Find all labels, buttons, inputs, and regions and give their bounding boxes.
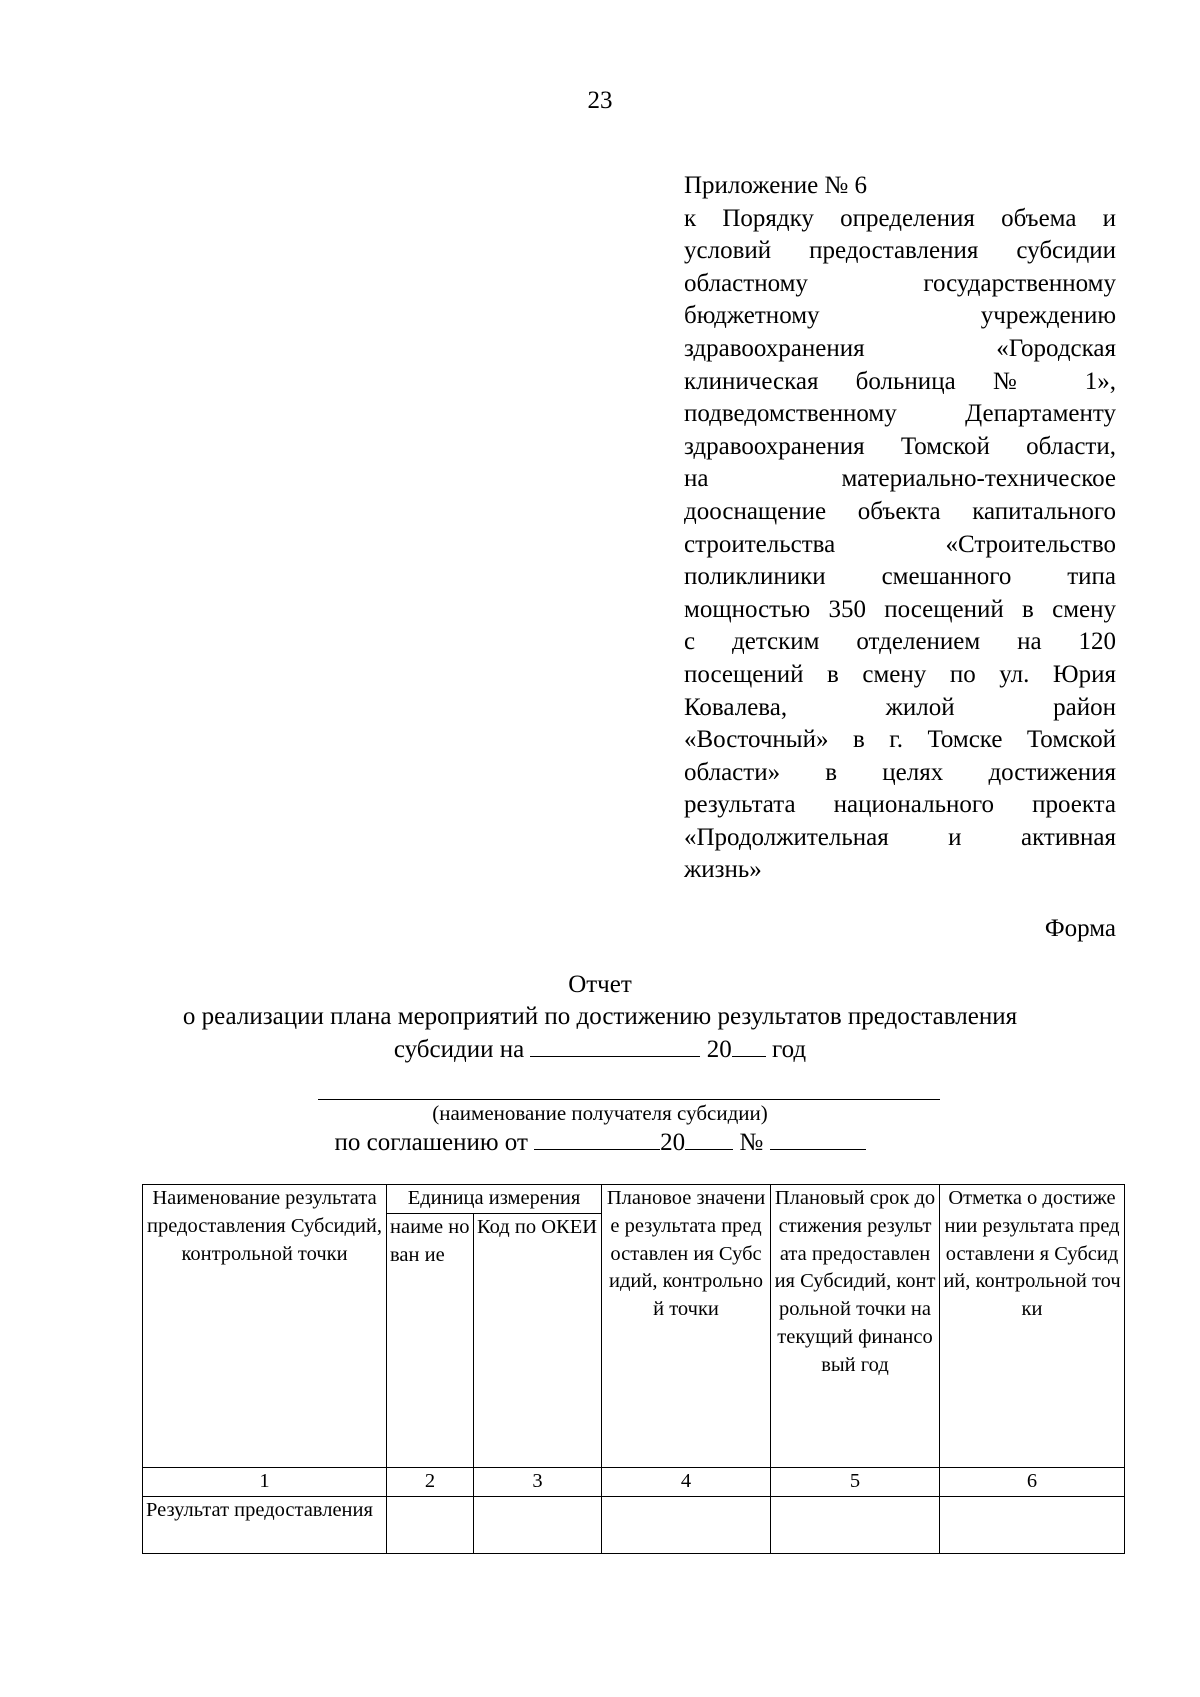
appendix-line: результата национального проекта	[684, 791, 1116, 819]
report-subtitle: о реализации плана мероприятий по достижению результатов предоставления	[182, 1003, 1018, 1030]
appendix-line: посещений в смену по ул. Юрия	[684, 660, 1116, 688]
agreement-number-blank-field[interactable]	[770, 1127, 866, 1150]
agreement-date-blank-field[interactable]	[534, 1127, 660, 1150]
agreement-line	[0, 1127, 1200, 1158]
appendix-line: здравоохранения «Городская	[684, 334, 1116, 362]
appendix-line: жизнь»	[684, 856, 762, 884]
appendix-line: областному государственному	[684, 269, 1116, 297]
appendix-line: строительства «Строительство	[684, 530, 1116, 558]
report-year-mid: 20	[706, 1036, 732, 1063]
appendix-line: мощностью 350 посещений в смену	[684, 595, 1116, 623]
appendix-line: здравоохранения Томской области,	[684, 432, 1116, 460]
header-unit: Единица измерения	[387, 1185, 602, 1214]
appendix-line: области» в целях достижения	[684, 758, 1116, 786]
column-number: 3	[474, 1467, 602, 1496]
report-year-line	[0, 1034, 1200, 1065]
table-header-row	[143, 1185, 1125, 1214]
header-unit-name: наиме нован ие	[387, 1213, 474, 1467]
table-row	[143, 1496, 1125, 1553]
agreement-year-blank-field[interactable]	[685, 1127, 733, 1150]
page-number: 23	[587, 87, 613, 114]
agreement-number-sign: №	[739, 1129, 764, 1156]
column-number: 2	[387, 1467, 474, 1496]
header-result-name: Наименование результата предоставления Субсидий, контрольной точки	[143, 1185, 387, 1468]
appendix-line: дооснащение объекта капитального	[684, 497, 1116, 525]
year-blank-field[interactable]	[530, 1034, 700, 1057]
table-cell[interactable]	[940, 1496, 1125, 1553]
header-planned-date: Плановый срок достижения результата предоставлен ия Субсидий, контрольной точки на текущий финансовый год	[771, 1185, 940, 1468]
recipient-caption: (наименование получателя субсидии)	[432, 1101, 768, 1125]
column-number: 6	[940, 1467, 1125, 1496]
appendix-line: Ковалева, жилой район	[684, 693, 1116, 721]
appendix-block	[684, 170, 1116, 887]
header-unit-okei: Код по ОКЕИ	[474, 1213, 602, 1467]
appendix-line: условий предоставления субсидии	[684, 237, 1116, 265]
column-number-row	[143, 1467, 1125, 1496]
agreement-mid: 20	[660, 1129, 686, 1156]
table-cell[interactable]	[387, 1496, 474, 1553]
appendix-line: на материально-техническое	[684, 465, 1116, 493]
table-cell[interactable]	[474, 1496, 602, 1553]
header-planned-value: Плановое значение результата предоставлен ия Субсидий, контрольной точки	[602, 1185, 771, 1468]
appendix-line: к Порядку определения объема и	[684, 204, 1116, 232]
report-title: Отчет	[568, 971, 632, 998]
year-suffix-blank-field[interactable]	[732, 1034, 766, 1057]
appendix-line: клиническая больница № 1»,	[684, 367, 1116, 395]
table-cell[interactable]	[771, 1496, 940, 1553]
appendix-line: с детским отделением на 120	[684, 628, 1116, 656]
form-label: Форма	[1044, 915, 1116, 942]
report-table	[142, 1184, 1125, 1554]
appendix-line: Приложение № 6	[684, 172, 868, 199]
appendix-line: бюджетному учреждению	[684, 302, 1116, 330]
agreement-prefix: по соглашению от	[334, 1129, 528, 1156]
appendix-line: подведомственному Департаменту	[684, 400, 1116, 428]
table-cell-result: Результат предоставления	[143, 1496, 387, 1553]
table-cell[interactable]	[602, 1496, 771, 1553]
header-achievement-mark: Отметка о достижении результата предоставлени я Субсидий, контрольной точки	[940, 1185, 1125, 1468]
column-number: 1	[143, 1467, 387, 1496]
column-number: 4	[602, 1467, 771, 1496]
appendix-line: «Продолжительная и активная	[684, 823, 1116, 851]
report-year-prefix: субсидии на	[393, 1036, 525, 1063]
appendix-line: поликлиники смешанного типа	[684, 563, 1116, 591]
column-number: 5	[771, 1467, 940, 1496]
report-year-suffix: год	[771, 1036, 807, 1063]
appendix-line: «Восточный» в г. Томске Томской	[684, 726, 1116, 754]
